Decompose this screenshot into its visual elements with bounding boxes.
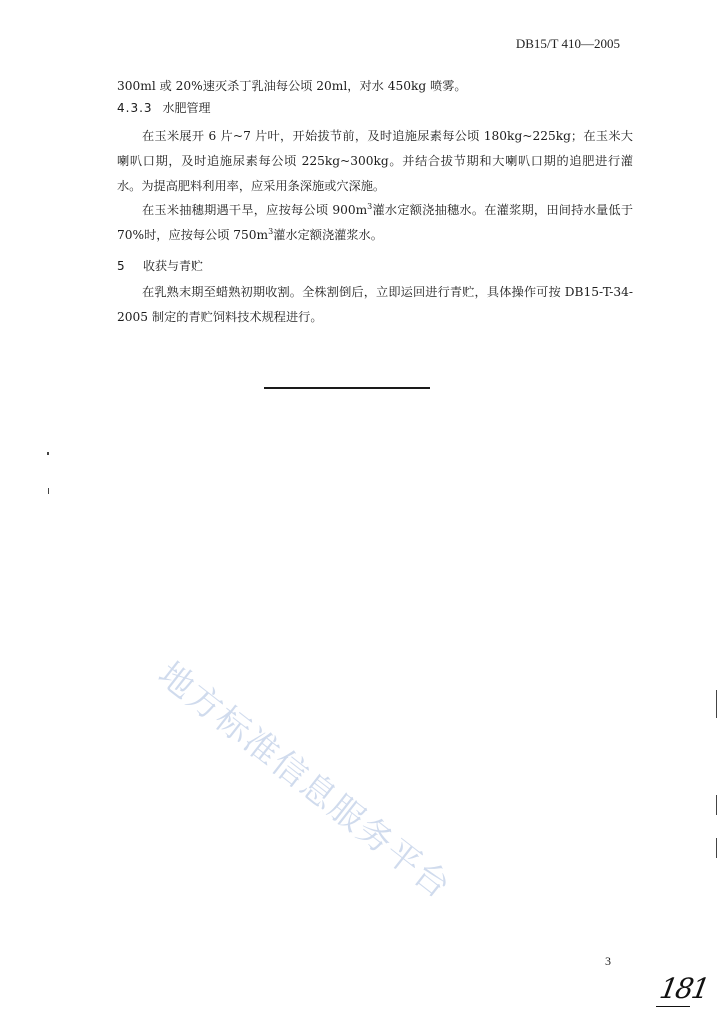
section-number: 5 (117, 259, 125, 273)
section-heading-4-3-3 (117, 97, 211, 119)
document-code: DB15/T 410—2005 (515, 36, 620, 51)
paragraph-irrigation-part3: 灌水定额浇灌浆水。 (273, 228, 383, 242)
paragraph-irrigation-part2: 灌水定额浇抽穗水。在灌浆期，田间持水量低于 70%时，应按每公顷 750m (117, 203, 634, 242)
paragraph-irrigation-part1: 在玉米抽穗期遇干旱，应按每公顷 900m (142, 203, 368, 217)
scan-speck (47, 452, 49, 455)
scan-speck (716, 690, 717, 718)
scan-speck (48, 488, 49, 494)
handwritten-sheet-number: 181 (657, 972, 711, 1005)
paragraph-irrigation (117, 198, 633, 248)
page-number: 3 (605, 954, 611, 968)
superscript-3: 3 (268, 226, 274, 236)
scan-speck (716, 795, 717, 815)
paragraph-harvest: 在乳熟末期至蜡熟初期收割。全株割倒后，立即运回进行青贮，具体操作可按 DB15-T-34-2005 制定的青贮饲料技术规程进行。 (117, 285, 633, 324)
continued-line: 300ml 或 20%速灭杀丁乳油每公顷 20ml，对水 450kg 喷雾。 (117, 79, 467, 93)
paragraph-fertilizer: 在玉米展开 6 片~7 片叶，开始拔节前，及时追施尿素每公顷 180kg~225kg；在玉米大喇叭口期，及时追施尿素每公顷 225kg~300kg。并结合拔节期和大喇叭口期的追肥进行灌水。为提高肥料利用率，应采用条深施或穴深施。 (117, 129, 633, 193)
section-title: 收获与青贮 (143, 259, 204, 273)
superscript-3: 3 (367, 201, 373, 211)
section-title: 水肥管理 (162, 101, 211, 115)
section-number: 4.3.3 (117, 101, 153, 115)
end-of-text-rule (264, 387, 430, 389)
handwritten-underline (656, 1006, 690, 1007)
watermark-text: 地方标准信息服务平台 (150, 654, 459, 908)
section-heading-5 (117, 255, 203, 277)
scan-speck (716, 838, 717, 858)
